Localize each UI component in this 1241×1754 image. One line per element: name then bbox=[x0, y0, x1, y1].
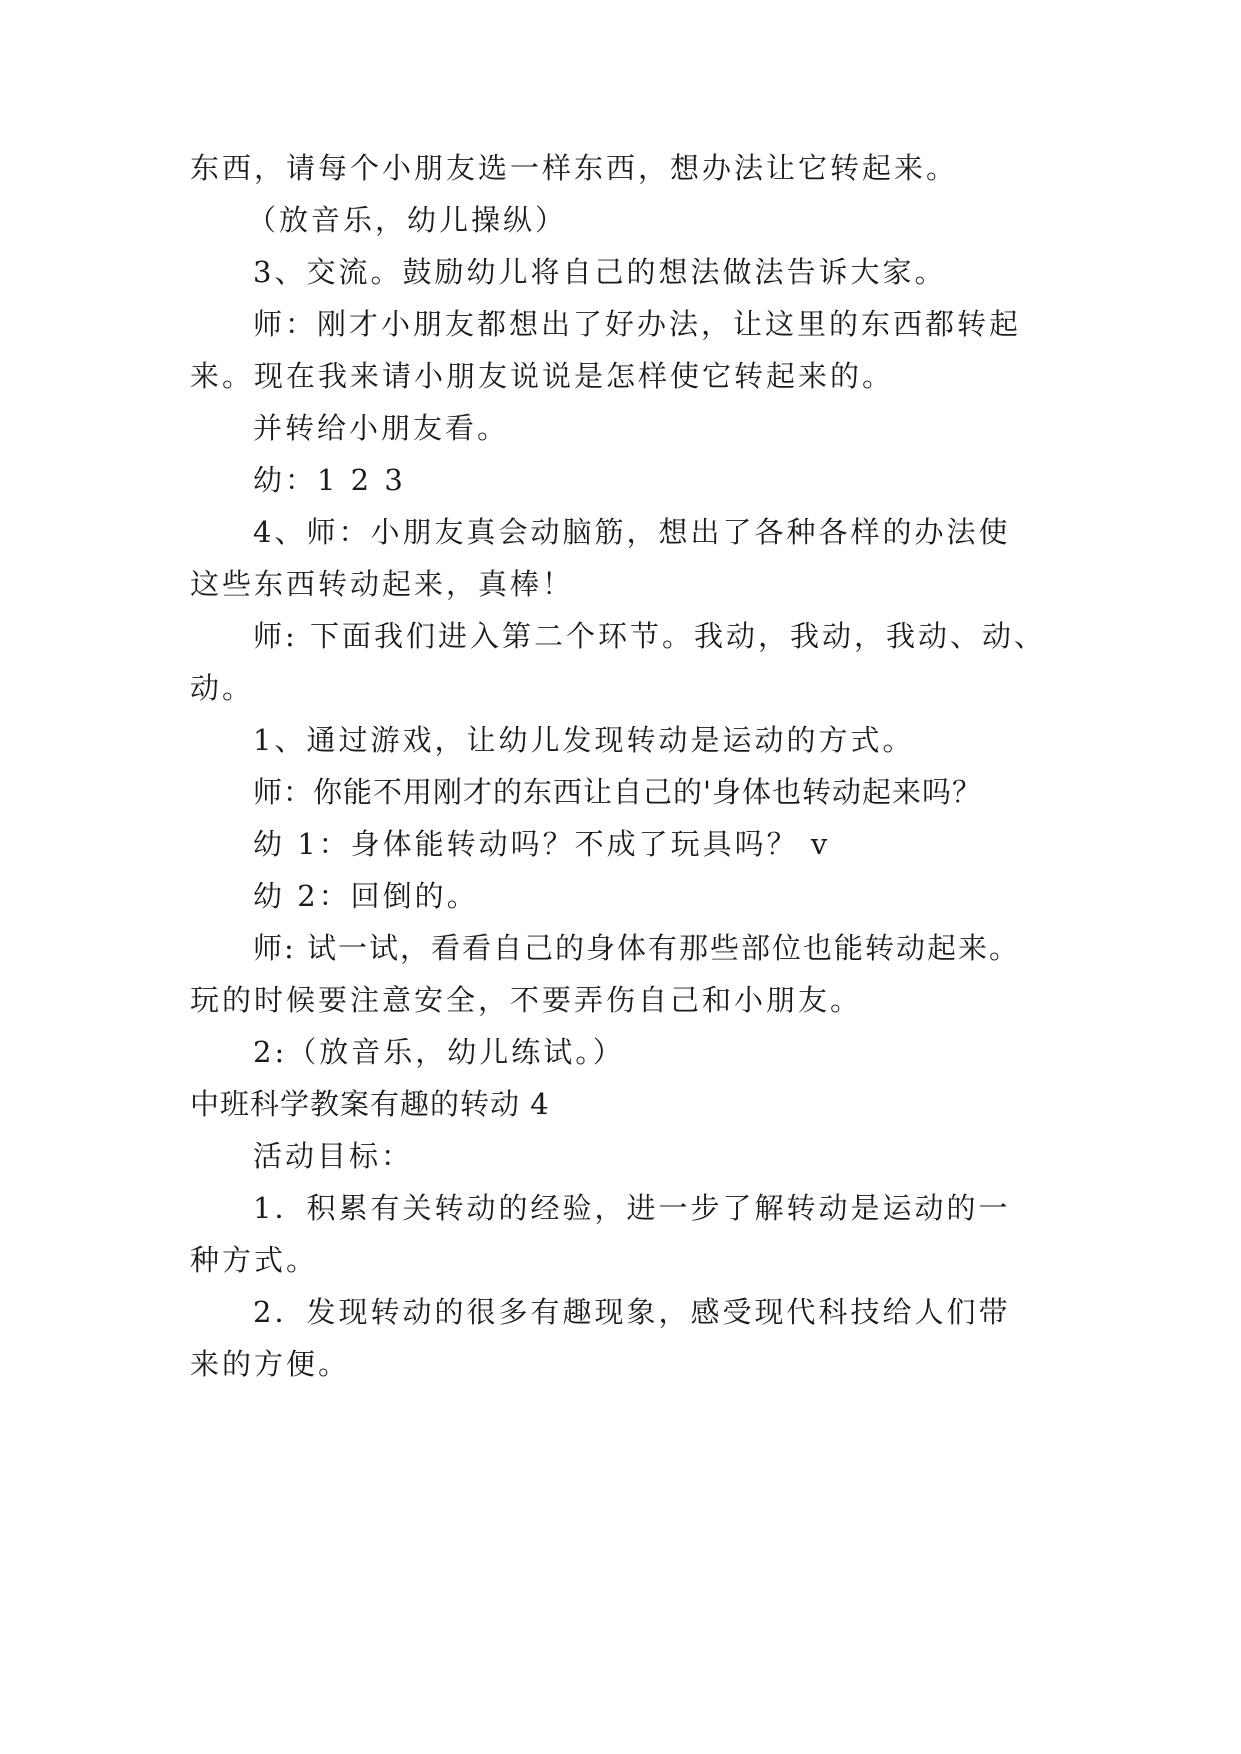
paragraph-line: 师：刚才小朋友都想出了好办法，让这里的东西都转起 bbox=[253, 307, 1022, 341]
paragraph-line: 并转给小朋友看。 bbox=[253, 411, 510, 445]
paragraph-line: 2．发现转动的很多有趣现象，感受现代科技给人们带 bbox=[253, 1295, 1011, 1329]
paragraph-line: 动。 bbox=[190, 671, 255, 705]
paragraph-line: 来。现在我来请小朋友说说是怎样使它转起来的。 bbox=[190, 359, 895, 393]
section-heading: 中班科学教案有趣的转动 4 bbox=[190, 1087, 550, 1121]
paragraph-line: 东西，请每个小朋友选一样东西，想办法让它转起来。 bbox=[190, 151, 959, 185]
paragraph-line: 4、师：小朋友真会动脑筋，想出了各种各样的办法使 bbox=[253, 515, 1011, 549]
paragraph-line: 师：你能不用刚才的东西让自己的'身体也转动起来吗？ bbox=[253, 775, 982, 809]
paragraph-line: 1、通过游戏，让幼儿发现转动是运动的方式。 bbox=[253, 723, 915, 757]
paragraph-line: 活动目标： bbox=[253, 1139, 414, 1173]
paragraph-line: 2:（放音乐，幼儿练试。） bbox=[253, 1035, 625, 1069]
paragraph-line: 1．积累有关转动的经验，进一步了解转动是运动的一 bbox=[253, 1191, 1011, 1225]
paragraph-line: 种方式。 bbox=[190, 1243, 319, 1277]
paragraph-line: 幼 2：回倒的。 bbox=[253, 879, 479, 913]
paragraph-line: 3、交流。鼓励幼儿将自己的想法做法告诉大家。 bbox=[253, 255, 947, 289]
paragraph-line: 师: 试一试，看看自己的身体有那些部位也能转动起来。 bbox=[253, 931, 1020, 965]
paragraph-line: 来的方便。 bbox=[190, 1347, 351, 1381]
paragraph-line: 玩的时候要注意安全，不要弄伤自己和小朋友。 bbox=[190, 983, 863, 1017]
paragraph-line: 师: 下面我们进入第二个环节。我动，我动，我动、动、 bbox=[253, 619, 1046, 653]
paragraph-line: 幼 1：身体能转动吗？不成了玩具吗？ v bbox=[253, 827, 831, 861]
paragraph-line: （放音乐，幼儿操纵） bbox=[247, 203, 568, 237]
paragraph-line: 幼：1 2 3 bbox=[253, 463, 406, 497]
paragraph-line: 这些东西转动起来，真棒！ bbox=[190, 567, 575, 601]
